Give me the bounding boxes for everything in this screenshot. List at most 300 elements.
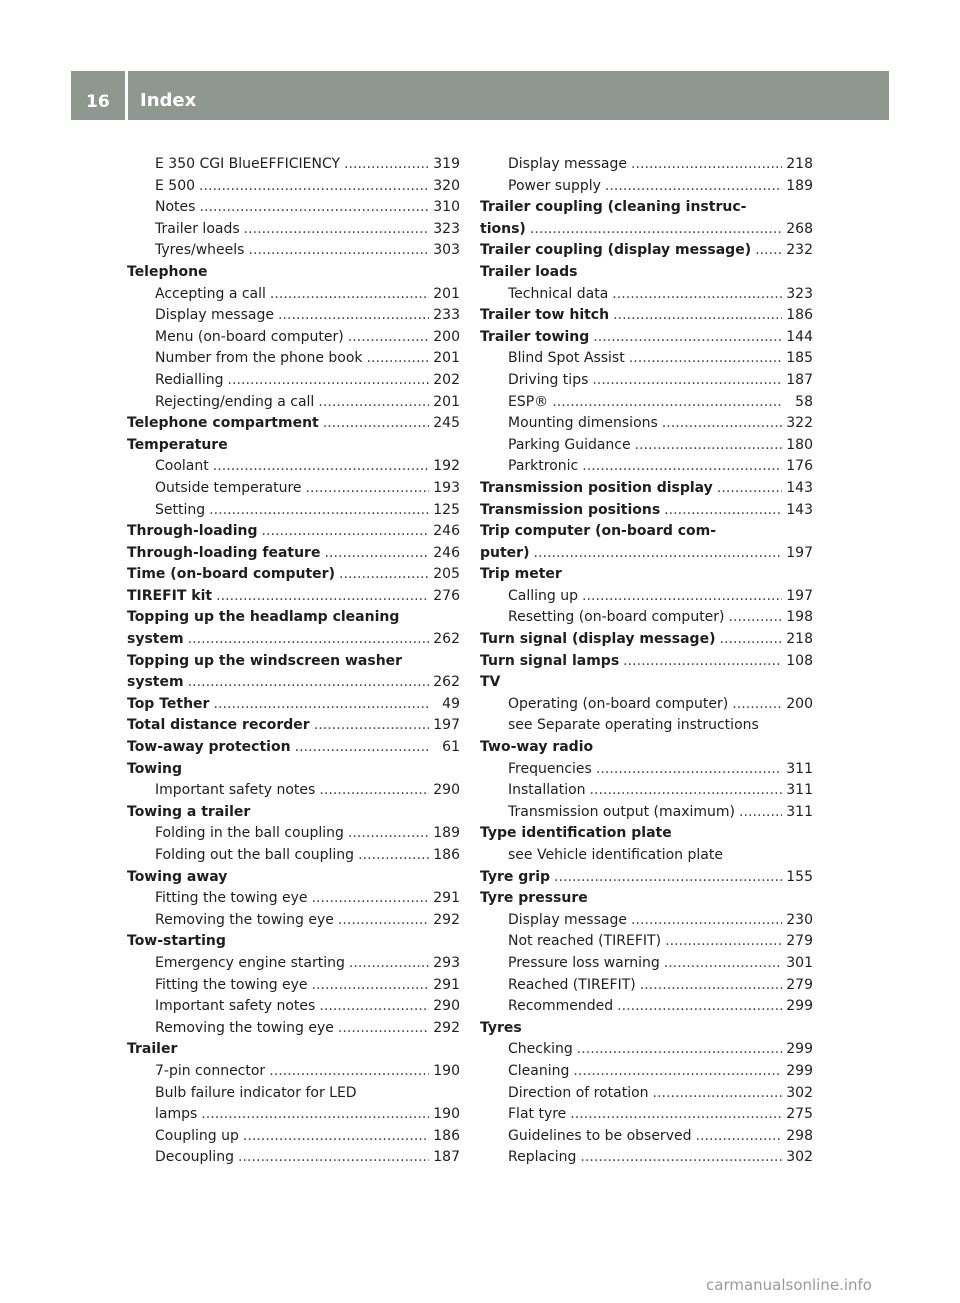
index-entry [127,737,460,759]
index-entry-page: 230 [786,911,813,928]
index-entry-text: Removing the towing eye [155,911,334,928]
index-entry [480,867,813,889]
index-entry-page: 143 [786,501,813,518]
index-entry [480,1147,813,1169]
leader-dots [605,176,782,198]
index-entry [480,737,813,759]
index-entry [127,154,460,176]
index-entry [480,651,813,673]
index-entry-text: Flat tyre [508,1106,567,1123]
index-entry [127,607,460,629]
index-entry [480,888,813,910]
index-entry-page: 299 [786,1062,813,1079]
index-entry [480,197,813,219]
leader-dots [662,413,782,435]
index-entry [127,1104,460,1126]
index-entry-text: Fitting the towing eye [155,890,308,907]
index-entry [480,456,813,478]
leader-dots [348,823,429,845]
index-entry-text: Operating (on-board computer) [508,695,729,712]
index-entry-text: Transmission output (maximum) [508,803,735,820]
index-entry-text: Accepting a call [155,285,266,302]
leader-dots [592,370,782,392]
index-entry-text: Telephone [127,263,208,280]
index-entry-text: Cleaning [508,1062,570,1079]
index-entry-page: 276 [433,587,460,604]
leader-dots [582,586,782,608]
index-entry [480,262,813,284]
index-entry [127,694,460,716]
index-entry-page: 323 [433,220,460,237]
index-entry-text: Outside temperature [155,479,302,496]
leader-dots [573,1061,782,1083]
leader-dots [635,435,783,457]
index-entry-page: 108 [786,652,813,669]
index-entry-text: Two-way radio [480,739,594,756]
index-entry [127,543,460,565]
index-entry-page: 185 [786,350,813,367]
leader-dots [244,219,430,241]
index-entry [480,521,813,543]
index-entry [480,392,813,414]
index-entry-page: 246 [433,544,460,561]
index-entry [127,240,460,262]
leader-dots [580,1147,782,1169]
index-entry-page: 303 [433,242,460,259]
index-entry-text: Menu (on-board computer) [155,328,344,345]
index-entry-page: 291 [433,890,460,907]
leader-dots [348,327,430,349]
index-entry-page: 197 [786,544,813,561]
index-entry [480,1104,813,1126]
leader-dots [695,1126,782,1148]
leader-dots [717,478,782,500]
index-entry-text: Bulb failure indicator for LED [155,1084,357,1101]
index-entry-text: Tyres [480,1019,522,1036]
index-entry-page: 197 [433,717,460,734]
index-entry-text: Total distance recorder [127,717,310,734]
index-entry [480,715,813,737]
index-entry-page: 176 [786,458,813,475]
index-entry-page: 320 [433,177,460,194]
index-entry-text: Setting [155,501,206,518]
index-entry [127,996,460,1018]
leader-dots [729,607,783,629]
index-entry-text: Trailer towing [480,328,590,345]
page-number: 16 [86,92,110,112]
index-entry-page: 218 [786,631,813,648]
index-entry-text: Replacing [508,1149,577,1166]
leader-dots [323,413,430,435]
leader-dots [188,629,430,651]
index-entry-page: 125 [433,501,460,518]
index-entry [480,219,813,241]
index-entry-text: Towing a trailer [127,803,251,820]
index-entry-text: lamps [155,1106,198,1123]
index-entry-page: 292 [433,1019,460,1036]
index-entry-page: 205 [433,566,460,583]
index-entry [127,953,460,975]
index-entry [480,975,813,997]
index-entry [127,327,460,349]
index-entry-text: Topping up the windscreen washer [127,652,403,669]
index-entry [127,651,460,673]
leader-dots [590,780,783,802]
index-entry-page: 302 [786,1084,813,1101]
index-entry-page: 311 [786,803,813,820]
index-entry-page: 301 [786,954,813,971]
index-entry-page: 190 [433,1062,460,1079]
index-entry [127,1083,460,1105]
index-entry [480,823,813,845]
index-entry [480,176,813,198]
index-entry-page: 192 [433,458,460,475]
leader-dots [613,305,782,327]
leader-dots [739,802,782,824]
index-entry-text: E 350 CGI BlueEFFICIENCY [155,156,341,172]
leader-dots [243,1126,429,1148]
index-entry-text: Trailer loads [480,263,578,280]
index-entry [480,672,813,694]
index-entry-text: Emergency engine starting [155,954,345,971]
header-divider [125,71,128,120]
index-entry-page: 262 [433,631,460,648]
index-entry-page: 186 [786,307,813,324]
index-entry-text: Mounting dimensions [508,415,658,432]
index-entry [127,931,460,953]
index-column-left [127,154,460,1169]
index-entry [480,910,813,932]
index-entry-text: Notes [155,199,196,216]
index-entry-text: Number from the phone book [155,350,363,367]
leader-dots [306,478,430,500]
index-entry [127,759,460,781]
index-entry-text: Tow-starting [127,933,226,950]
leader-dots [653,1083,783,1105]
index-entry-page: 201 [433,393,460,410]
index-entry-page: 311 [786,760,813,777]
index-entry-page: 291 [433,976,460,993]
index-entry [127,910,460,932]
index-entry-text: Resetting (on-board computer) [508,609,725,626]
index-entry-text: Reached (TIREFIT) [508,976,636,993]
index-entry-text: see Vehicle identification plate [508,847,723,863]
leader-dots [238,1147,429,1169]
leader-dots [213,456,430,478]
index-entry [127,500,460,522]
leader-dots [358,845,429,867]
index-entry [127,197,460,219]
leader-dots [349,953,429,975]
index-entry-page: 299 [786,1041,813,1058]
leader-dots [640,975,783,997]
index-entry [480,240,813,262]
index-entry-text: Power supply [508,177,601,194]
leader-dots [312,888,430,910]
leader-dots [201,1104,429,1126]
index-entry-page: 310 [433,199,460,216]
index-entry-text: Coolant [155,458,209,475]
index-entry-text: Tyre grip [480,868,551,885]
index-entry [480,348,813,370]
index-entry-text: system [127,631,184,648]
leader-dots [338,910,429,932]
index-entry-page: 290 [433,782,460,799]
index-entry-text: Trip meter [480,566,562,583]
index-entry [127,219,460,241]
leader-dots [339,564,429,586]
index-entry-text: Blind Spot Assist [508,350,625,367]
index-entry-text: Recommended [508,998,614,1015]
index-entry-text: Tow-away protection [127,739,291,756]
index-entry-text: Tyre pressure [480,890,588,907]
index-entry [127,1126,460,1148]
index-entry-text: Folding out the ball coupling [155,847,355,863]
index-entry-page: 189 [786,177,813,194]
index-entry [127,478,460,500]
index-entry [480,564,813,586]
leader-dots [269,1061,429,1083]
index-entry [480,780,813,802]
index-entry-page: 218 [786,156,813,172]
leader-dots [344,154,429,176]
index-entry-text: Pressure loss warning [508,954,660,971]
section-title: Index [140,90,197,111]
index-entry-page: 275 [786,1106,813,1123]
index-entry-text: ESP® [508,393,549,410]
index-entry-page: 155 [786,868,813,885]
index-entry-page: 246 [433,523,460,540]
index-entry [127,564,460,586]
index-entry [480,478,813,500]
index-entry [480,154,813,176]
leader-dots [631,154,782,176]
index-entry [127,435,460,457]
index-entry [127,780,460,802]
index-entry [127,262,460,284]
index-entry [127,715,460,737]
leader-dots [596,759,782,781]
index-entry [480,1061,813,1083]
index-entry-text: E 500 [155,177,196,194]
index-column-right [480,154,813,1169]
index-entry [127,176,460,198]
index-entry [127,1018,460,1040]
index-entry [480,370,813,392]
index-entry-page: 302 [786,1149,813,1166]
index-entry-page: 293 [433,954,460,971]
index-entry-text: Coupling up [155,1127,239,1144]
index-entry-text: Trailer tow hitch [480,307,610,324]
index-entry [480,500,813,522]
index-entry [480,607,813,629]
index-entry [480,1083,813,1105]
index-entry-page: 201 [433,350,460,367]
index-entry-text: Trailer loads [155,220,240,237]
leader-dots [270,284,429,306]
leader-dots [367,348,430,370]
index-entry [127,888,460,910]
index-entry-text: Redialling [155,371,224,388]
leader-dots [278,305,429,327]
index-entry-page: 189 [433,825,460,842]
leader-dots [570,1104,782,1126]
index-entry-page: 58 [795,393,813,410]
index-entry [127,629,460,651]
index-entry-page: 290 [433,998,460,1015]
index-entry [480,543,813,565]
index-entry [127,845,460,867]
leader-dots [319,780,429,802]
index-entry-text: Display message [155,307,274,324]
index-entry-text: Driving tips [508,371,589,388]
index-entry-text: Calling up [508,587,578,604]
index-entry-text: system [127,674,184,691]
index-entry-page: 200 [786,695,813,712]
index-entry-text: Transmission position display [480,479,713,496]
index-entry [127,1061,460,1083]
index-entry [127,1039,460,1061]
index-entry-page: 143 [786,479,813,496]
index-entry-text: Turn signal (display message) [480,631,716,648]
leader-dots [216,586,429,608]
leader-dots [312,975,430,997]
index-entry-text: Towing away [127,868,228,885]
index-entry-text: Trailer coupling (display message) [480,242,752,259]
leader-dots [199,197,429,219]
index-entry-page: 262 [433,674,460,691]
leader-dots [338,1018,429,1040]
index-entry [127,521,460,543]
index-entry-page: 198 [786,609,813,626]
index-entry-page: 186 [433,847,460,863]
index-entry-page: 186 [433,1127,460,1144]
index-entry-text: Display message [508,911,627,928]
leader-dots [261,521,429,543]
leader-dots [755,240,782,262]
index-entry [127,413,460,435]
index-entry-text: Trailer [127,1041,178,1058]
index-entry-page: 197 [786,587,813,604]
index-entry-page: 49 [442,695,460,712]
index-entry-text: Direction of rotation [508,1084,649,1101]
index-entry-text: Guidelines to be observed [508,1127,692,1144]
index-entry-text: see Separate operating instructions [508,717,759,734]
index-entry-text: Type identification plate [480,825,672,842]
index-entry [480,996,813,1018]
leader-dots [554,867,782,889]
index-entry-page: 61 [442,739,460,756]
index-entry-text: Trip computer (on-board com- [480,523,717,540]
index-entry-page: 298 [786,1127,813,1144]
index-entry [127,370,460,392]
leader-dots [533,543,782,565]
leader-dots [295,737,430,759]
leader-dots [593,327,782,349]
index-entry-text: Topping up the headlamp cleaning [127,609,400,626]
leader-dots [612,284,782,306]
index-entry [127,975,460,997]
index-entry [480,1039,813,1061]
leader-dots [530,219,782,241]
index-entry-page: 311 [786,782,813,799]
leader-dots [582,456,782,478]
index-entry-page: 299 [786,998,813,1015]
index-entry [480,586,813,608]
index-entry-text: Through-loading [127,523,258,540]
index-entry-page: 322 [786,415,813,432]
leader-dots [732,694,782,716]
index-entry-text: puter) [480,544,530,561]
index-entry-text: Fitting the towing eye [155,976,308,993]
leader-dots [228,370,430,392]
index-entry-page: 245 [433,415,460,432]
index-entry-text: 7-pin connector [155,1062,266,1079]
index-entry [480,845,813,867]
index-entry [127,586,460,608]
index-entry-text: Folding in the ball coupling [155,825,344,842]
index-entry-text: Important safety notes [155,998,316,1015]
index-entry-text: Towing [127,760,183,777]
index-entry-text: Rejecting/ending a call [155,393,315,410]
index-entry-text: Through-loading feature [127,544,321,561]
index-entry-text: Frequencies [508,760,592,777]
index-entry [480,953,813,975]
index-entry-text: Technical data [508,285,609,302]
index-entry [127,823,460,845]
index-entry-page: 193 [433,479,460,496]
index-entry-text: Top Tether [127,695,210,712]
index-entry-page: 202 [433,371,460,388]
index-entry [127,867,460,889]
index-entry-text: Parking Guidance [508,436,631,453]
index-entry-text: Time (on-board computer) [127,566,335,583]
index-entry-text: Tyres/wheels [155,242,245,259]
index-entry-page: 144 [786,328,813,345]
index-entry [127,305,460,327]
index-entry-page: 292 [433,911,460,928]
leader-dots [629,348,783,370]
index-entry [480,759,813,781]
index-entry-page: 187 [433,1149,460,1166]
index-entry-page: 323 [786,285,813,302]
index-entry-page: 190 [433,1106,460,1123]
leader-dots [552,392,783,414]
index-entry [127,284,460,306]
leader-dots [188,672,430,694]
index-entry [127,348,460,370]
index-entry [480,435,813,457]
index-entry-page: 233 [433,307,460,324]
leader-dots [719,629,782,651]
leader-dots [319,996,429,1018]
watermark: carmanualsonline.info [706,1276,872,1294]
index-entry-text: Not reached (TIREFIT) [508,933,662,950]
index-entry-text: Transmission positions [480,501,661,518]
index-entry [480,413,813,435]
leader-dots [248,240,429,262]
index-entry [480,284,813,306]
index-entry [127,392,460,414]
leader-dots [665,931,782,953]
index-entry-text: Display message [508,156,627,172]
index-entry-text: Temperature [127,436,228,453]
index-entry-page: 279 [786,976,813,993]
index-entry-text: TV [480,674,501,691]
leader-dots [324,543,429,565]
index-entry-text: Parktronic [508,458,579,475]
index-entry-page: 201 [433,285,460,302]
